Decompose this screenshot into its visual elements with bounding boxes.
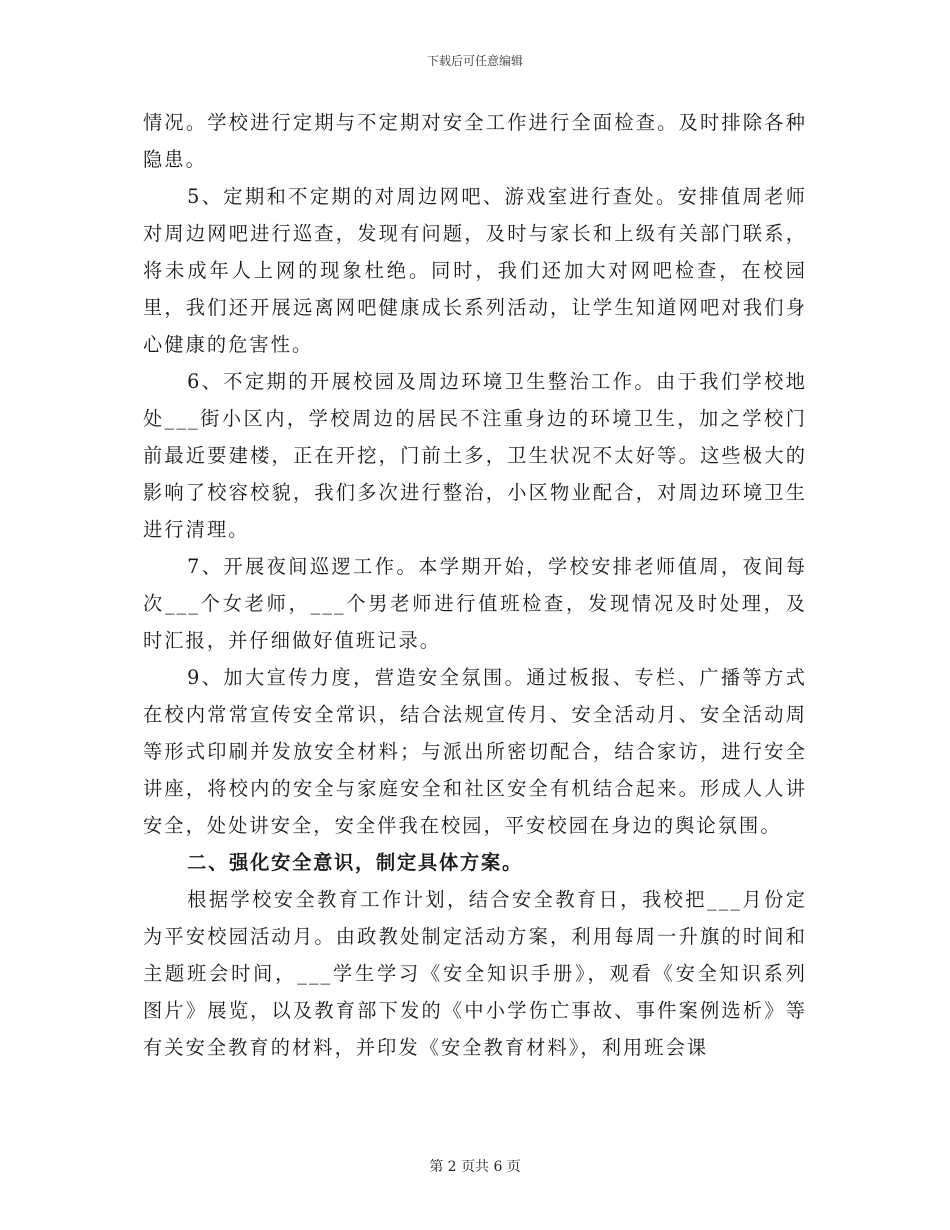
paragraph-item-7: 7、开展夜间巡逻工作。本学期开始，学校安排老师值周，夜间每次___个女老师，___个男老师进行值班检查，发现情况及时处理，及时汇报，并仔细做好值班记录。 (143, 555, 807, 652)
page-header: 下载后可任意编辑 (426, 54, 523, 68)
paragraph-item-9: 9、加大宣传力度，营造安全氛围。通过板报、专栏、广播等方式在校内常常宣传安全常识，结合法规宣传月、安全活动月、安全活动周等形式印刷并发放安全材料；与派出所密切配合，结合家访，进行安全讲座，将校内的安全与家庭安全和社区安全有机结合起来。形成人人讲安全，处处讲安全，安全伴我在校园，平安校园在身边的舆论氛围。 (143, 666, 807, 837)
page-number: 第 2 页共 6 页 (429, 1159, 521, 1175)
paragraph-item-6: 6、不定期的开展校园及周边环境卫生整治工作。由于我们学校地处___街小区内，学校周边的居民不注重身边的环境卫生，加之学校门前最近要建楼，正在开挖，门前土多，卫生状况不太好等。这些极大的影响了校容校貌，我们多次进行整治，小区物业配合，对周边环境卫生进行清理。 (143, 370, 807, 541)
paragraph-safety-plan: 根据学校安全教育工作计划，结合安全教育日，我校把___月份定为平安校园活动月。由政教处制定活动方案，利用每周一升旗的时间和主题班会时间，___学生学习《安全知识手册》，观看《安全知识系列图片》展览，以及教育部下发的《中小学伤亡事故、事件案例选析》等有关安全教育的材料，并印发《安全教育材料》，利用班会课 (143, 888, 807, 1059)
section-heading: 二、强化安全意识，制定具体方案。 (187, 851, 523, 874)
paragraph-continuation: 情况。学校进行定期与不定期对安全工作进行全面检查。及时排除各种隐患。 (143, 111, 807, 171)
document-body (143, 104, 807, 1066)
paragraph-item-5: 5、定期和不定期的对周边网吧、游戏室进行查处。安排值周老师对周边网吧进行巡查，发现有问题，及时与家长和上级有关部门联系，将未成年人上网的现象杜绝。同时，我们还加大对网吧检查，在校园里，我们还开展远离网吧健康成长系列活动，让学生知道网吧对我们身心健康的危害性。 (143, 185, 807, 356)
